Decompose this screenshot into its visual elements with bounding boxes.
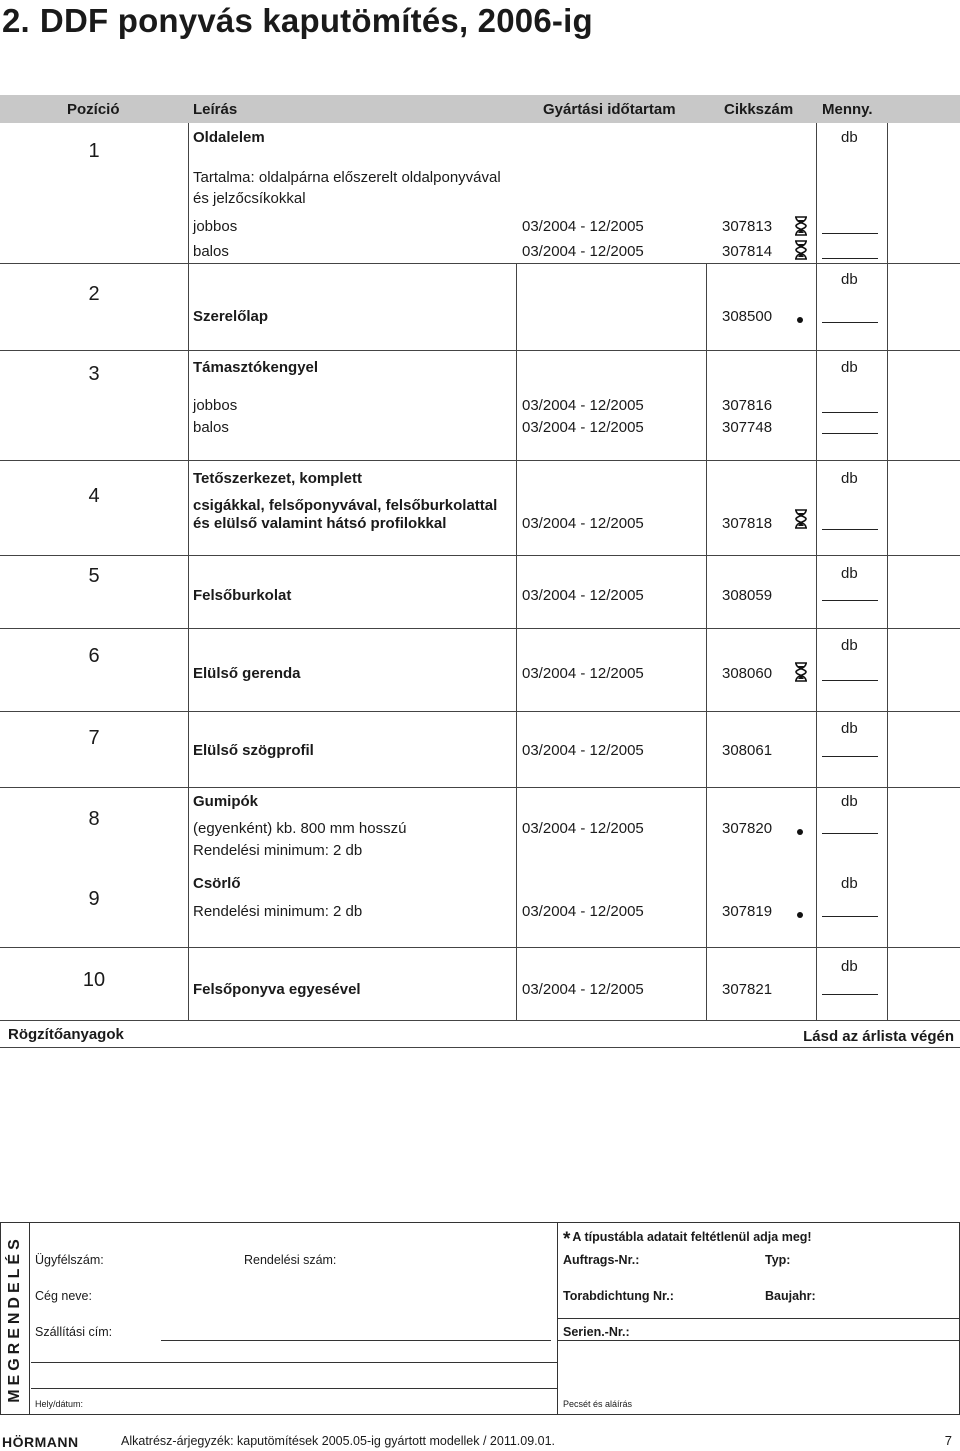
quantity-field[interactable] (822, 916, 878, 917)
section-number: 2. (2, 2, 30, 39)
quantity-field[interactable] (822, 833, 878, 834)
column-divider (816, 123, 817, 1021)
row-1-content-1: Tartalma: oldalpárna előszerelt oldalponyvával (193, 169, 501, 186)
torabdichtung-label: Torabdichtung Nr.: (563, 1289, 674, 1303)
parts-table (0, 123, 960, 1021)
row-10-date: 03/2004 - 12/2005 (522, 981, 644, 998)
row-1-unit: db (841, 129, 858, 146)
row-4-line-3: és elülső valamint hátsó profilokkal (193, 515, 447, 532)
row-divider (0, 1020, 960, 1021)
stamp-signature-label: Pecsét és aláírás (563, 1399, 633, 1409)
address-line-field[interactable] (31, 1388, 557, 1389)
row-4-position: 4 (88, 485, 100, 507)
row-2-code: 308500 (722, 308, 773, 325)
shipping-label: Szállítási cím: (35, 1325, 113, 1339)
row-3a-date: 03/2004 - 12/2005 (522, 397, 644, 414)
hourglass-icon (794, 240, 808, 260)
address-line-field[interactable] (31, 1362, 557, 1363)
baujahr-label: Baujahr: (765, 1289, 816, 1303)
row-3b-date: 03/2004 - 12/2005 (522, 419, 644, 436)
row-1a-label: jobbos (193, 218, 238, 235)
typ-label: Typ: (765, 1253, 791, 1267)
header-period: Gyártási időtartam (543, 101, 676, 118)
row-8-code: 307820 (722, 820, 773, 837)
quantity-field[interactable] (822, 600, 878, 601)
row-8-line-2: (egyenként) kb. 800 mm hosszú (193, 820, 407, 837)
table-header (0, 95, 960, 123)
row-10-position: 10 (82, 969, 106, 991)
row-9-position: 9 (88, 888, 100, 910)
row-1-position: 1 (88, 140, 100, 162)
row-4-line-2: csigákkal, felsőponyvával, felsőburkolattal (193, 497, 498, 514)
row-10-code: 307821 (722, 981, 773, 998)
customer-number-label: Ügyfélszám: (35, 1253, 104, 1267)
note-star: * (563, 1229, 571, 1250)
row-8-date: 03/2004 - 12/2005 (522, 820, 644, 837)
row-4-unit: db (841, 470, 858, 487)
row-5-code: 308059 (722, 587, 773, 604)
divider (0, 1047, 960, 1048)
header-code: Cikkszám (724, 101, 794, 118)
note-text: A típustábla adatait feltétlenül adja meg! (572, 1230, 812, 1244)
row-2-title: Szerelőlap (193, 308, 269, 325)
row-7-code: 308061 (722, 742, 773, 759)
quantity-field[interactable] (822, 233, 878, 234)
row-3-position: 3 (88, 363, 100, 385)
row-divider (0, 711, 960, 712)
row-7-position: 7 (88, 727, 100, 749)
catalog-reference: Alkatrész-árjegyzék: kaputömítések 2005.05-ig gyártott modellek / 2011.09.01. (121, 1434, 556, 1448)
row-divider (0, 460, 960, 461)
auftrags-label: Auftrags-Nr.: (563, 1253, 640, 1267)
row-5-date: 03/2004 - 12/2005 (522, 587, 644, 604)
row-9-date: 03/2004 - 12/2005 (522, 903, 644, 920)
row-3a-code: 307816 (722, 397, 773, 414)
row-5-unit: db (841, 565, 858, 582)
note (563, 1229, 812, 1251)
row-6-title: Elülső gerenda (193, 665, 301, 682)
row-3-unit: db (841, 359, 858, 376)
row-3b-label: balos (193, 419, 229, 436)
row-10-unit: db (841, 958, 858, 975)
page-number: 7 (944, 1433, 952, 1448)
row-9-title: Csörlő (193, 875, 241, 892)
row-2-unit: db (841, 271, 858, 288)
row-1a-code: 307813 (722, 218, 773, 235)
order-side-label (1, 1223, 30, 1414)
order-form (0, 1222, 960, 1415)
row-5-title: Felsőburkolat (193, 587, 292, 604)
row-divider (0, 947, 960, 948)
bullet-icon (797, 829, 803, 835)
row-5-position: 5 (88, 565, 100, 587)
row-7-title: Elülső szögprofil (193, 742, 314, 759)
see-price-list-note: Lásd az árlista végén (803, 1028, 954, 1045)
row-1-title: Oldalelem (193, 129, 265, 146)
hormann-logo: HÖRMANN (2, 1434, 79, 1450)
header-description: Leírás (193, 101, 238, 118)
fasteners-label: Rögzítőanyagok (8, 1026, 124, 1043)
row-1a-date: 03/2004 - 12/2005 (522, 218, 644, 235)
row-4-date: 03/2004 - 12/2005 (522, 515, 644, 532)
header-quantity: Menny. (822, 101, 873, 118)
row-1-content-2: és jelzőcsíkokkal (193, 190, 306, 207)
column-divider (706, 263, 707, 1021)
row-6-date: 03/2004 - 12/2005 (522, 665, 644, 682)
row-6-code: 308060 (722, 665, 773, 682)
row-divider (0, 555, 960, 556)
row-9-line-2: Rendelési minimum: 2 db (193, 903, 363, 920)
row-3-title: Támasztókengyel (193, 359, 319, 376)
row-6-position: 6 (88, 645, 100, 667)
row-2-position: 2 (88, 283, 100, 305)
quantity-field[interactable] (822, 994, 878, 995)
shipping-field[interactable] (161, 1340, 551, 1341)
row-8-position: 8 (88, 808, 100, 830)
quantity-field[interactable] (822, 412, 878, 413)
row-7-date: 03/2004 - 12/2005 (522, 742, 644, 759)
bullet-icon (797, 317, 803, 323)
page-title (2, 2, 593, 40)
quantity-field[interactable] (822, 258, 878, 259)
hourglass-icon (794, 509, 808, 529)
row-9-code: 307819 (722, 903, 773, 920)
row-8-line-3: Rendelési minimum: 2 db (193, 842, 363, 859)
row-divider (0, 628, 960, 629)
row-8-unit: db (841, 793, 858, 810)
row-9-unit: db (841, 875, 858, 892)
company-label: Cég neve: (35, 1289, 92, 1303)
quantity-field[interactable] (822, 322, 878, 323)
row-7-unit: db (841, 720, 858, 737)
header-position: Pozíció (67, 101, 120, 118)
quantity-field[interactable] (822, 680, 878, 681)
row-1b-date: 03/2004 - 12/2005 (522, 243, 644, 260)
row-4-title: Tetőszerkezet, komplett (193, 470, 362, 487)
quantity-field[interactable] (822, 529, 878, 530)
row-1b-code: 307814 (722, 243, 773, 260)
column-divider (516, 263, 517, 1021)
order-number-label: Rendelési szám: (244, 1253, 337, 1267)
place-date-label: Hely/dátum: (35, 1399, 84, 1409)
row-4-code: 307818 (722, 515, 773, 532)
form-row-line (558, 1340, 960, 1341)
bullet-icon (797, 912, 803, 918)
row-divider (0, 350, 960, 351)
row-10-title: Felsőponyva egyesével (193, 981, 361, 998)
row-divider (0, 263, 960, 264)
hourglass-icon (794, 216, 808, 236)
row-1b-label: balos (193, 243, 229, 260)
column-divider (188, 123, 189, 1021)
quantity-field[interactable] (822, 433, 878, 434)
order-side-text: MEGRENDELÉS (6, 1234, 23, 1403)
serien-label: Serien.-Nr.: (563, 1325, 630, 1339)
row-3b-code: 307748 (722, 419, 773, 436)
row-divider (0, 787, 960, 788)
row-8-title: Gumipók (193, 793, 259, 810)
row-6-unit: db (841, 637, 858, 654)
title-text: DDF ponyvás kaputömítés, 2006-ig (39, 2, 593, 39)
hourglass-icon (794, 662, 808, 682)
form-row-line (558, 1318, 960, 1319)
column-divider (887, 123, 888, 1021)
row-3a-label: jobbos (193, 397, 238, 414)
quantity-field[interactable] (822, 756, 878, 757)
